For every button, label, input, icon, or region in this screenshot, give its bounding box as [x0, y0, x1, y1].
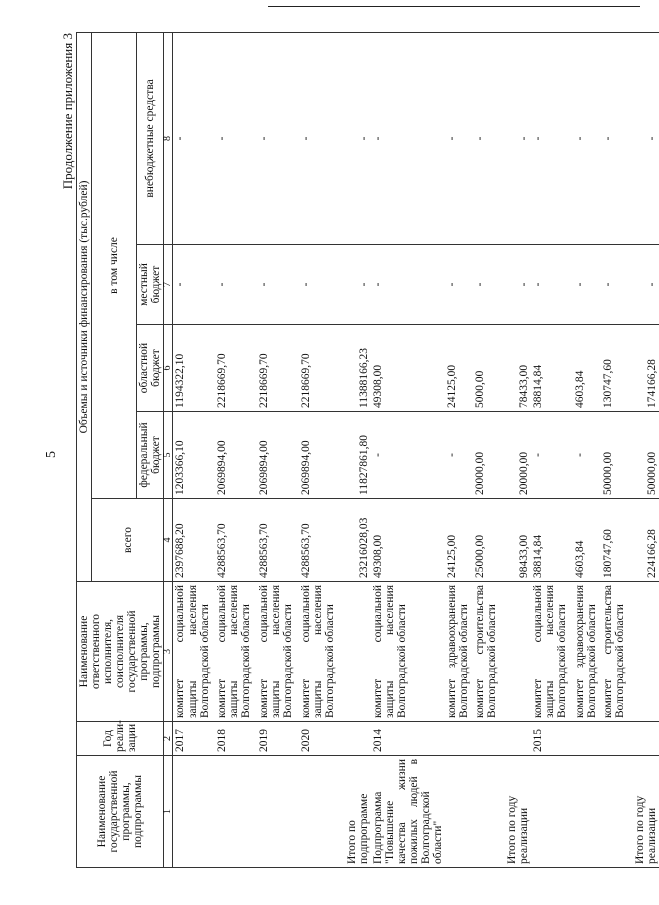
column-number: 4 [164, 499, 173, 582]
local-cell: - [257, 245, 299, 325]
federal-cell: 1203366,10 [173, 412, 215, 499]
year-cell: 2017 [173, 722, 215, 756]
regional-cell: 49308,00 [371, 325, 445, 412]
column-number: 5 [164, 412, 173, 499]
regional-cell: 1194322,10 [173, 325, 215, 412]
local-cell: - [173, 245, 215, 325]
extrabudgetary-cell: - [473, 32, 501, 244]
extrabudgetary-cell: - [173, 32, 215, 244]
local-cell: - [371, 245, 445, 325]
regional-cell: 130747,60 [601, 325, 629, 412]
federal-cell: - [573, 412, 601, 499]
program-name-cell [445, 756, 473, 868]
program-name-cell: Итого по подпрограмме [341, 756, 371, 868]
column-number: 6 [164, 325, 173, 412]
year-cell [573, 722, 601, 756]
regional-cell: 2218669,70 [257, 325, 299, 412]
table-row [573, 32, 601, 867]
table-row [501, 32, 531, 867]
header-rule [268, 6, 640, 7]
executor-cell: комитет социальной защиты населения Волгоградской области [371, 582, 445, 722]
column-number: 3 [164, 582, 173, 722]
program-name-cell: Итого по году реализации [501, 756, 531, 868]
year-cell: 2014 [371, 722, 445, 756]
local-cell: - [601, 245, 629, 325]
executor-cell: комитет здравоохранения Волгоградской области [573, 582, 601, 722]
table-body [173, 32, 659, 867]
column-number: 7 [164, 245, 173, 325]
year-cell [629, 722, 659, 756]
program-name-cell [257, 756, 299, 868]
program-name-cell [473, 756, 501, 868]
column-number: 8 [164, 32, 173, 244]
total-cell: 25000,00 [473, 499, 501, 582]
table-row [299, 32, 341, 867]
executor-cell [501, 582, 531, 722]
extrabudgetary-cell: - [629, 32, 659, 244]
column-number: 2 [164, 722, 173, 756]
table-row [601, 32, 629, 867]
header-total: всего [92, 499, 164, 582]
total-cell: 23216028,03 [341, 499, 371, 582]
executor-cell: комитет социальной защиты населения Волгоградской области [531, 582, 573, 722]
total-cell: 4288563,70 [299, 499, 341, 582]
local-cell: - [299, 245, 341, 325]
regional-cell: 2218669,70 [299, 325, 341, 412]
header-inclusive: в том числе [92, 32, 137, 498]
total-cell: 49308,00 [371, 499, 445, 582]
table-row [341, 32, 371, 867]
local-cell: - [531, 245, 573, 325]
year-cell: 2018 [215, 722, 257, 756]
extrabudgetary-cell: - [445, 32, 473, 244]
regional-cell: 24125,00 [445, 325, 473, 412]
total-cell: 4288563,70 [215, 499, 257, 582]
executor-cell [341, 582, 371, 722]
year-cell [501, 722, 531, 756]
header-extrabudgetary: внебюджетные средства [137, 32, 164, 244]
program-name-cell [531, 756, 573, 868]
extrabudgetary-cell: - [573, 32, 601, 244]
federal-cell: - [371, 412, 445, 499]
program-name-cell [299, 756, 341, 868]
table-row [531, 32, 573, 867]
header-local: местный бюджет [137, 245, 164, 325]
regional-cell: 174166,28 [629, 325, 659, 412]
header-program-name: Наименование государственной программы, подпрограммы [77, 756, 164, 868]
year-cell [445, 722, 473, 756]
local-cell: - [473, 245, 501, 325]
header-federal: федеральный бюджет [137, 412, 164, 499]
total-cell: 2397688,20 [173, 499, 215, 582]
extrabudgetary-cell: - [341, 32, 371, 244]
year-cell: 2020 [299, 722, 341, 756]
column-number: 1 [164, 756, 173, 868]
regional-cell: 5000,00 [473, 325, 501, 412]
local-cell: - [573, 245, 601, 325]
regional-cell: 78433,00 [501, 325, 531, 412]
column-number-row [164, 32, 173, 867]
federal-cell: 50000,00 [629, 412, 659, 499]
table-row [173, 32, 215, 867]
local-cell: - [501, 245, 531, 325]
header-funding-group: Объемы и источники финансирования (тыс.рублей) [77, 32, 92, 581]
table-row [215, 32, 257, 867]
federal-cell: 11827861,80 [341, 412, 371, 499]
local-cell: - [215, 245, 257, 325]
local-cell: - [629, 245, 659, 325]
federal-cell: 2069894,00 [215, 412, 257, 499]
header-executor: Наименование ответственного исполнителя, соисполнителя государственной программы, подпрограммы [77, 582, 164, 722]
federal-cell: 50000,00 [601, 412, 629, 499]
extrabudgetary-cell: - [371, 32, 445, 244]
total-cell: 98433,00 [501, 499, 531, 582]
page-number: 5 [44, 451, 59, 458]
extrabudgetary-cell: - [257, 32, 299, 244]
year-cell [473, 722, 501, 756]
executor-cell: комитет социальной защиты населения Волгоградской области [257, 582, 299, 722]
federal-cell: 20000,00 [473, 412, 501, 499]
executor-cell: комитет строительства Волгоградской области [601, 582, 629, 722]
federal-cell: - [445, 412, 473, 499]
federal-cell: - [531, 412, 573, 499]
year-cell: 2019 [257, 722, 299, 756]
table-row [371, 32, 445, 867]
extrabudgetary-cell: - [601, 32, 629, 244]
table-row [257, 32, 299, 867]
executor-cell: комитет социальной защиты населения Волгоградской области [173, 582, 215, 722]
program-name-cell: Подпрограмма "Повышение качества жизни пожилых людей в Волгоградской области" [371, 756, 445, 868]
executor-cell [629, 582, 659, 722]
executor-cell: комитет строительства Волгоградской области [473, 582, 501, 722]
extrabudgetary-cell: - [501, 32, 531, 244]
total-cell: 180747,60 [601, 499, 629, 582]
extrabudgetary-cell: - [215, 32, 257, 244]
local-cell: - [445, 245, 473, 325]
federal-cell: 20000,00 [501, 412, 531, 499]
year-cell [601, 722, 629, 756]
total-cell: 38814,84 [531, 499, 573, 582]
executor-cell: комитет социальной защиты населения Волгоградской области [215, 582, 257, 722]
table-row [445, 32, 473, 867]
year-cell: 2015 [531, 722, 573, 756]
table-header [77, 32, 173, 867]
program-name-cell [601, 756, 629, 868]
executor-cell: комитет социальной защиты населения Волгоградской области [299, 582, 341, 722]
table-row [629, 32, 659, 867]
program-name-cell [173, 756, 215, 868]
rotated-page-body [60, 33, 659, 868]
total-cell: 224166,28 [629, 499, 659, 582]
total-cell: 24125,00 [445, 499, 473, 582]
year-cell [341, 722, 371, 756]
header-regional: областной бюджет [137, 325, 164, 412]
regional-cell: 38814,84 [531, 325, 573, 412]
total-cell: 4288563,70 [257, 499, 299, 582]
continuation-note: Продолжение приложения 3 [60, 33, 75, 190]
program-name-cell [573, 756, 601, 868]
regional-cell: 2218669,70 [215, 325, 257, 412]
local-cell: - [341, 245, 371, 325]
extrabudgetary-cell: - [299, 32, 341, 244]
table-row [473, 32, 501, 867]
executor-cell: комитет здравоохранения Волгоградской области [445, 582, 473, 722]
federal-cell: 2069894,00 [299, 412, 341, 499]
extrabudgetary-cell: - [531, 32, 573, 244]
total-cell: 4603,84 [573, 499, 601, 582]
regional-cell: 4603,84 [573, 325, 601, 412]
federal-cell: 2069894,00 [257, 412, 299, 499]
financing-table [76, 32, 659, 868]
regional-cell: 11388166,23 [341, 325, 371, 412]
program-name-cell: Итого по году реализации [629, 756, 659, 868]
program-name-cell [215, 756, 257, 868]
header-year: Год реали-зации [77, 722, 164, 756]
